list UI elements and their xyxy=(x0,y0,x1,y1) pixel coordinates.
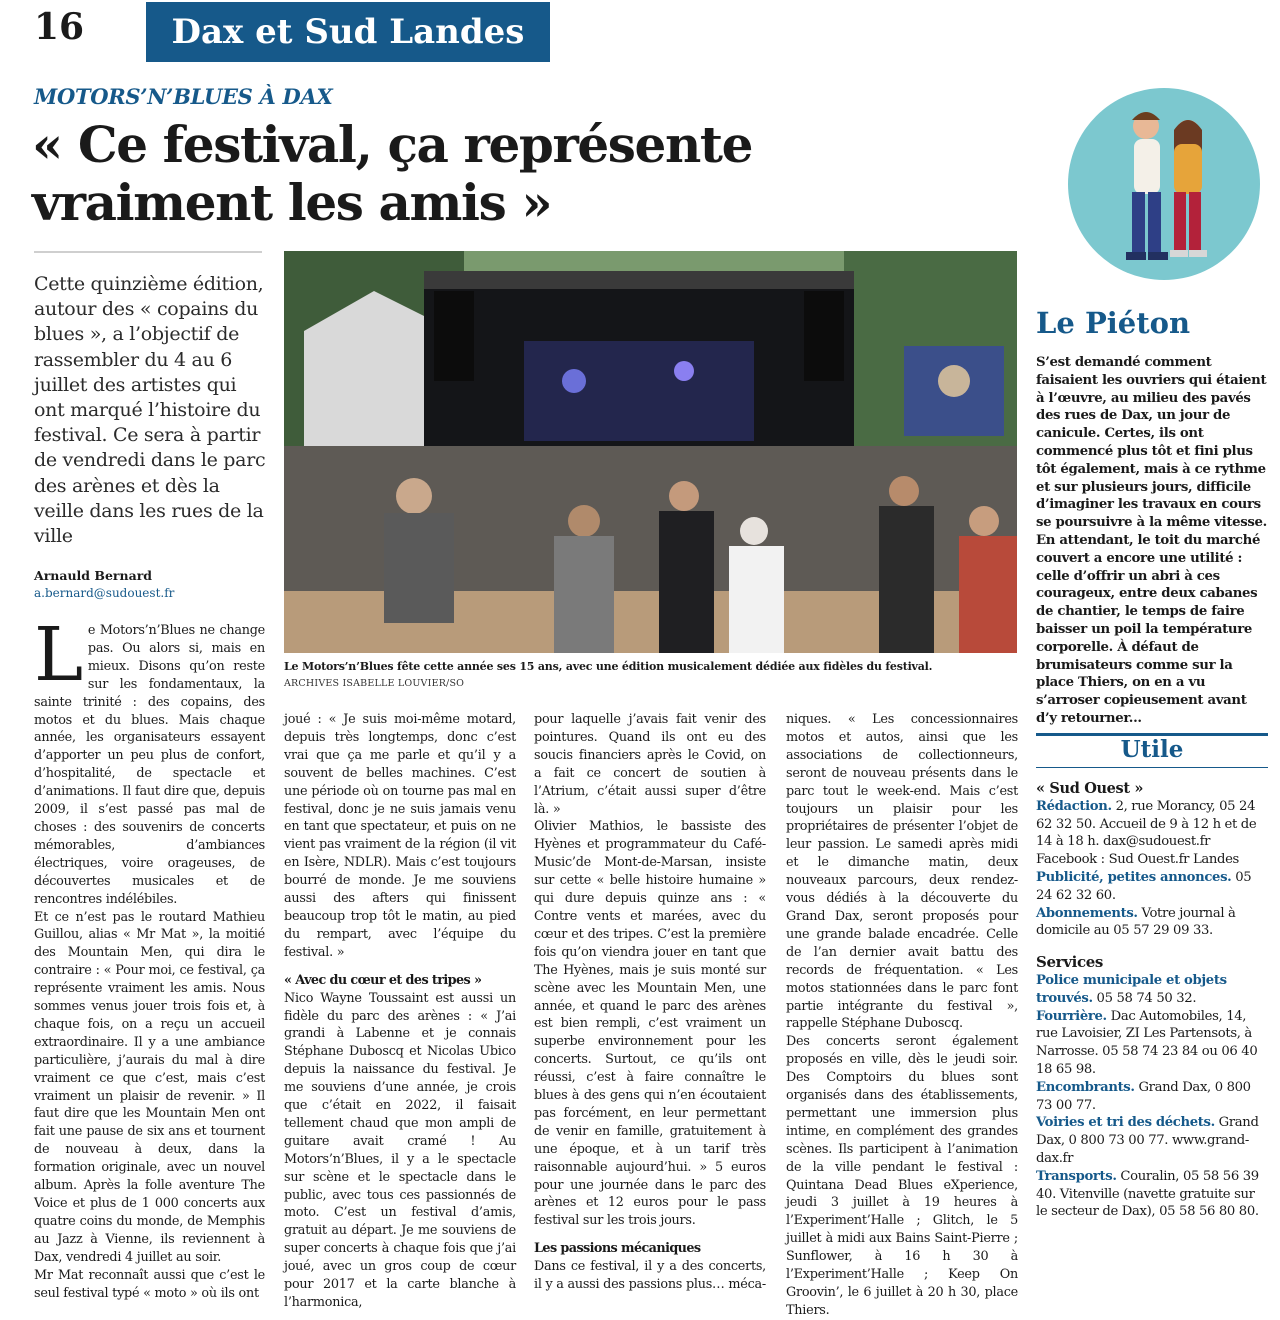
pieton-text: S’est demandé comment faisaient les ouvriers qui étaient à l’œuvre, au milieu des pavés des rues de Dax, un jour de canicule. Certes, ils ont commencé plus tôt et fini plus tôt également, mais à ce rythme et sur plusieurs jours, difficile d’imaginer les travaux en cours se poursuivre à la même vitesse. En attendant, le toit du marché couvert a encore une utilité : celle d’offrir un abri à ces courageux, entre deux cabanes de chantier, le temps de faire baisser un poil la température corporelle. À défaut de brumisateurs comme sur la place Thiers, on en a vu s’arroser copieusement avant d’y retourner... xyxy=(1036,355,1267,726)
voiries-text: Grand Dax, 0 800 73 00 77. www.grand-dax.fr xyxy=(1036,1115,1259,1166)
article-column-2 xyxy=(284,711,516,1312)
subheading: Les passions mécaniques xyxy=(534,1241,701,1257)
abo-label: Abonnements. xyxy=(1036,905,1138,921)
headline-line-2: vraiment les amis » xyxy=(32,173,552,232)
encombrants-label: Encombrants. xyxy=(1036,1079,1135,1095)
voiries-label: Voiries et tri des déchets. xyxy=(1036,1115,1215,1131)
pieton-title: Le Piéton xyxy=(1036,306,1191,340)
pub-text: 05 24 62 32 60. xyxy=(1036,869,1252,903)
photo-caption: Le Motors’n’Blues fête cette année ses 15 ans, avec une édition musicalement dédiée aux fidèles du festival. xyxy=(284,660,933,673)
paragraph: Mr Mat reconnaît aussi que c’est le seul festival typé « moto » où ils ont xyxy=(34,1267,265,1301)
walking-couple-icon xyxy=(1066,86,1262,282)
author-name: Arnauld Bernard xyxy=(34,568,153,583)
paragraph: Des concerts seront également proposés en ville, dès le jeudi soir. Des Comptoirs du blues sont organisés dans des établissements, permettant une immersion plus intime, en complément des grandes scènes. Ils participent à l’animation de la ville pendant le festival : Quintana Dead Blues eXperience, jeudi 3 juillet à 19 heures à l’Experiment’Halle ; Glitch, le 5 juillet à midi aux Bains Saint-Pierre ; Sunflower, à 16 h 30 à l’Experiment’Halle ; Keep On Groovin’, le 6 juillet à 20 h 30, place Thiers. xyxy=(786,1034,1018,1318)
divider xyxy=(34,251,262,253)
paragraph: niques. « Les concessionnaires motos et autos, ainsi que les associations de collectionneurs, seront de nouveau présents dans le parc tout le week-end. Mais c’est toujours un plaisir pour les propriétaires de présenter l’objet de leur passion. Le samedi après midi et le dimanche matin, deux nouveaux parcours, deux rendez-vous dédiés à la découverte du Grand Dax, seront proposés pour une grande balade encadrée. Celle de l’an dernier avait battu des records de fréquentation. « Les motos stationnées dans le parc font partie intégrante du festival », rappelle Stéphane Duboscq. xyxy=(786,712,1018,1032)
drop-cap: L xyxy=(34,612,83,698)
headline-line-1: « Ce festival, ça représente xyxy=(32,115,753,174)
police-entry xyxy=(1036,972,1268,1008)
abo-text: Votre journal à domicile au 05 57 29 09 33. xyxy=(1036,905,1236,939)
services-heading: Services xyxy=(1036,953,1104,972)
transports-text: Couralin, 05 58 56 39 40. Vitenville (navette gratuite sur le secteur de Dax), 05 58 56 80 80. xyxy=(1036,1168,1259,1220)
encombrants-text: Grand Dax, 0 800 73 00 77. xyxy=(1036,1079,1251,1113)
article-column-1 xyxy=(34,612,265,1302)
article-headline xyxy=(32,116,832,232)
photo-credit: ARCHIVES ISABELLE LOUVIER/SO xyxy=(284,678,465,689)
section-banner: Dax et Sud Landes xyxy=(146,2,550,62)
author-email-link[interactable]: a.bernard@sudouest.fr xyxy=(34,586,175,600)
subheading: « Avec du cœur et des tripes » xyxy=(284,972,482,988)
transports-entry xyxy=(1036,1168,1268,1221)
police-label: Police municipale et objets trouvés. xyxy=(1036,972,1227,1006)
pub-label: Publicité, petites annonces. xyxy=(1036,869,1232,885)
article-column-3 xyxy=(534,711,766,1294)
page-number: 16 xyxy=(34,6,85,48)
paragraph: e Motors’n’Blues ne change pas. Ou alors si, mais en mieux. Disons qu’on reste sur les fondamentaux, la sainte trinité : des copains, des motos et du blues. Mais chaque année, les organisateurs essayent d’apporter un peu plus de confort, d’hospitalité, de spectacle et d’animations. Il faut dire que, depuis 2009, il s’est passé pas mal de choses : des souvenirs de concerts mémorables, d’ambiances électriques, voire orageuses, de découvertes musicales et de rencontres indélébiles. xyxy=(34,623,265,907)
fourriere-entry xyxy=(1036,1008,1268,1079)
abo-entry xyxy=(1036,905,1268,941)
sudouest-heading: « Sud Ouest » xyxy=(1036,780,1144,797)
encombrants-entry xyxy=(1036,1079,1268,1115)
paragraph: Et ce n’est pas le routard Mathieu Guillou, alias « Mr Mat », la moitié des Mountain Men, qui dira le contraire : « Pour moi, ce festival, ça représente vraiment les amis. Nous sommes venus jouer trois fois et, à chaque fois, on a reçu un accueil extraordinaire. Il y a une ambiance particulière, j’aurais du mal à dire vraiment ce que c’est, mais c’est vraiment un plaisir de revenir. » Il faut dire que les Mountain Men ont fait une pause de six ans et tournent de nouveau à deux, dans la formation originale, avec un nouvel album. Après la folle aventure The Voice et plus de 1 000 concerts aux quatre coins du monde, de Memphis au Jazz à Vienne, ils reviennent à Dax, vendredi 4 juillet au soir. xyxy=(34,909,265,1265)
concert-photo xyxy=(284,251,1017,653)
concert-photo-image xyxy=(284,251,1017,653)
voiries-entry xyxy=(1036,1114,1268,1167)
utile-info-box xyxy=(1036,780,1268,1221)
paragraph: Olivier Mathios, le bassiste des Hyènes et programmateur du Café-Music’de Mont-de-Marsan, insiste sur cette « belle histoire humaine » qui dure depuis quinze ans : « Contre vents et marées, avec du cœur et des tripes. C’est la première fois qu’on viendra jouer en tant que The Hyènes, mais je suis monté sur scène avec les Mountain Men, une année, et quand le parc des arènes est bien rempli, c’est vraiment un superbe environnement pour les concerts. Surtout, ce qu’ils ont réussi, c’est à faire connaître le blues à des gens qui n’en écoutaient pas forcément, en leur permettant de venir en famille, gratuitement à une époque, et à un tarif très raisonnable aujourd’hui. » 5 euros pour une journée dans le parc des arènes et 12 euros pour le pass festival sur les trois jours. xyxy=(534,819,766,1229)
transports-label: Transports. xyxy=(1036,1168,1117,1184)
utile-title: Utile xyxy=(1120,736,1184,763)
article-column-4 xyxy=(786,711,1018,1320)
divider xyxy=(1036,767,1268,768)
fourriere-label: Fourrière. xyxy=(1036,1008,1107,1024)
paragraph: pour laquelle j’avais fait venir des pointures. Quand ils ont eu des soucis financiers après le Covid, on a fait ce concert de soutien à l’Atrium, c’était aussi super d’être là. » xyxy=(534,712,766,817)
redaction-text: 2, rue Morancy, 05 24 62 32 50. Accueil de 9 à 12 h et de 14 à 18 h. dax@sudouest.fr Facebook : Sud Ouest.fr Landes xyxy=(1036,798,1257,868)
pieton-illustration xyxy=(1066,86,1262,282)
police-text: 05 58 74 50 32. xyxy=(1092,990,1197,1006)
redaction-label: Rédaction. xyxy=(1036,798,1112,814)
redaction-entry xyxy=(1036,798,1268,869)
article-chapo: Cette quinzième édition, autour des « copains du blues », a l’objectif de rassembler du 4 au 6 juillet des artistes qui ont marqué l’histoire du festival. Ce sera à partir de vendredi dans le parc des arènes et dès la veille dans les rues de la ville xyxy=(34,273,266,548)
paragraph: joué : « Je suis moi-même motard, depuis très longtemps, donc c’est vrai que ça me parle et qu’il y a souvent de belles machines. C’est une période où on tourne pas mal en festival, donc je ne suis jamais venu en tant que spectateur, et puis on ne vient pas vraiment de la région (il vit en Isère, NDLR). Mais c’est toujours bourré de monde. Je me souviens aussi des afters qui finissent beaucoup trop tôt le matin, au pied du rempart, avec l’équipe du festival. » xyxy=(284,712,516,960)
fourriere-text: Dac Automobiles, 14, rue Lavoisier, ZI Les Partensots, à Narrosse. 05 58 74 23 84 ou 06 40 18 65 98. xyxy=(1036,1008,1258,1077)
pub-entry xyxy=(1036,869,1268,905)
paragraph: Nico Wayne Toussaint est aussi un fidèle du parc des arènes : « J’ai grandi à Labenne et je connais Stéphane Duboscq et Nicolas Ubico depuis la naissance du festival. Je me souviens d’une année, je crois que c’était en 2022, il faisait tellement chaud que mon ampli de guitare avait cramé ! Au Motors’n’Blues, il y a le spectacle sur scène et le spectacle dans le public, avec tous ces passionnés de moto. C’est un festival d’amis, gratuit au départ. Je me souviens de super concerts à chaque fois que j’ai joué, avec un gros coup de cœur pour 2017 et la carte blanche à l’harmonica, xyxy=(284,990,516,1310)
paragraph: Dans ce festival, il y a des concerts, il y a aussi des passions plus… méca- xyxy=(534,1259,766,1293)
article-kicker: MOTORS’N’BLUES À DAX xyxy=(34,84,333,109)
